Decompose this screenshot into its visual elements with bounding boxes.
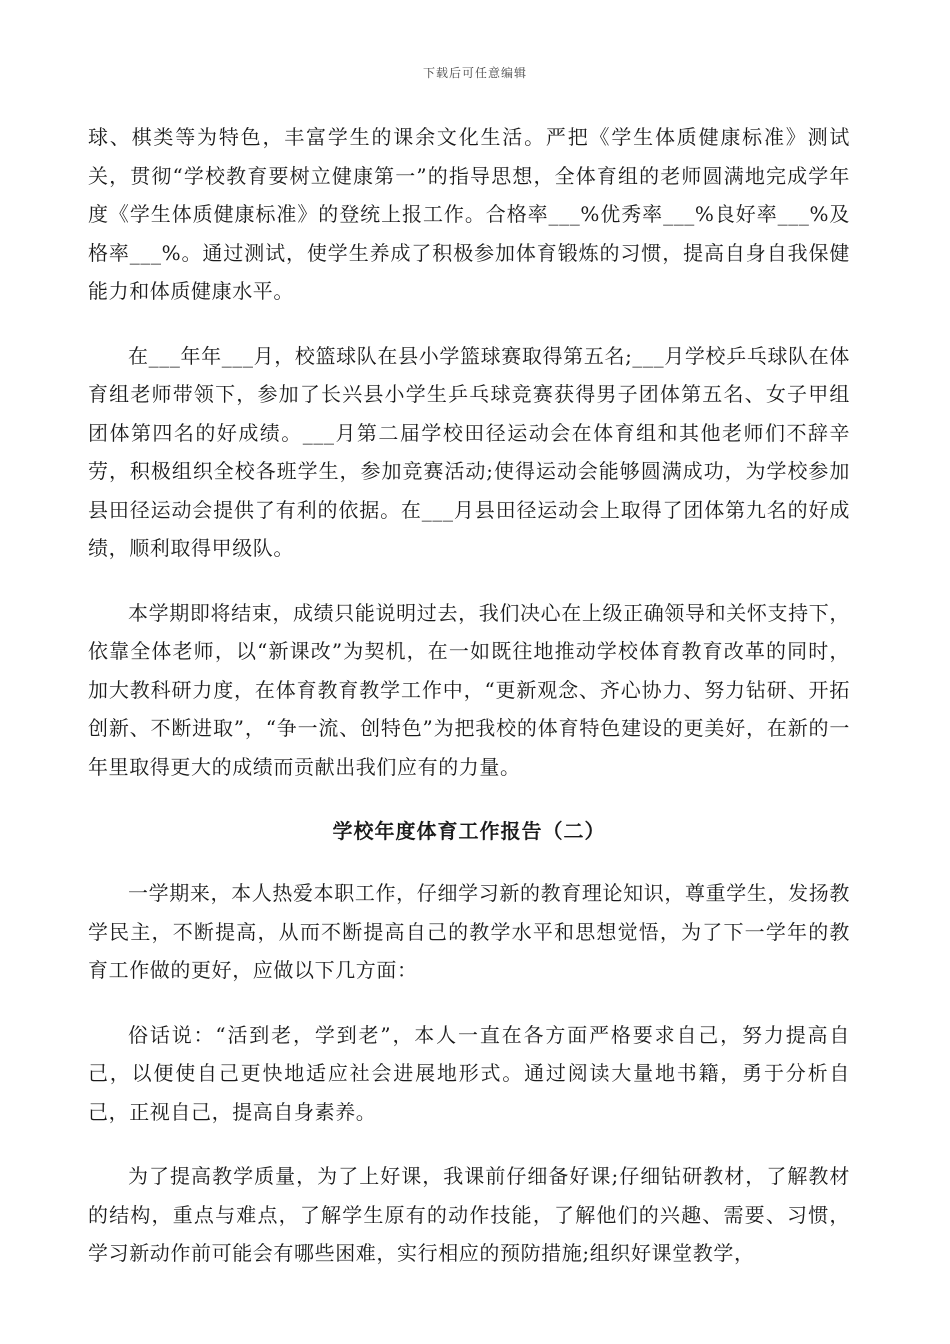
paragraph-achievements: 在___年年___月，校篮球队在县小学篮球赛取得第五名;___月学校乒乓球队在体育组老师带领下，参加了长兴县小学生乒乓球竞赛获得男子团体第五名、女子甲组团体第四名的好成绩。___月第二届学校田径运动会在体育组和其他老师们不辞辛劳，积极组织全校各班学生，参加竞赛活动;使得运动会能够圆满成功，为学校参加县田径运动会提供了有利的依据。在___月县田径运动会上取得了团体第九名的好成绩，顺利取得甲级队。 bbox=[88, 343, 850, 560]
paragraph-conclusion: 本学期即将结束，成绩只能说明过去，我们决心在上级正确领导和关怀支持下，依靠全体老师，以“新课改”为契机，在一如既往地推动学校体育教育改革的同时，加大教科研力度，在体育教育教学工作中，“更新观念、齐心协力、努力钻研、开拓创新、不断进取”，“争一流、创特色”为把我校的体育特色建设的更美好，在新的一年里取得更大的成绩而贡献出我们应有的力量。 bbox=[88, 600, 850, 779]
header-note: 下载后可任意编辑 bbox=[422, 66, 527, 80]
paragraph-continuation: 球、棋类等为特色，丰富学生的课余文化生活。严把《学生体质健康标准》测试关，贯彻“学校教育要树立健康第一”的指导思想，全体育组的老师圆满地完成学年度《学生体质健康标准》的登统上报工作。合格率___%优秀率___%良好率___%及格率___%。通过测试，使学生养成了积极参加体育锻炼的习惯，提高自身自我保健能力和体质健康水平。 bbox=[88, 125, 850, 303]
paragraph-teaching-quality: 为了提高教学质量，为了上好课，我课前仔细备好课;仔细钻研教材，了解教材的结构，重点与难点，了解学生原有的动作技能，了解他们的兴趣、需要、习惯，学习新动作前可能会有哪些困难，实行相应的预防措施;组织好课堂教学， bbox=[88, 1164, 850, 1265]
paragraph-self-improvement: 俗话说：“活到老，学到老”，本人一直在各方面严格要求自己，努力提高自己，以便使自己更快地适应社会进展地形式。通过阅读大量地书籍，勇于分析自己，正视自己，提高自身素养。 bbox=[88, 1022, 850, 1124]
paragraph-intro: 一学期来，本人热爱本职工作，仔细学习新的教育理论知识，尊重学生，发扬教学民主，不断提高，从而不断提高自己的教学水平和思想觉悟，为了下一学年的教育工作做的更好，应做以下几方面： bbox=[88, 881, 850, 982]
document-body bbox=[88, 118, 850, 1299]
section-title: 学校年度体育工作报告（二） bbox=[332, 819, 606, 843]
